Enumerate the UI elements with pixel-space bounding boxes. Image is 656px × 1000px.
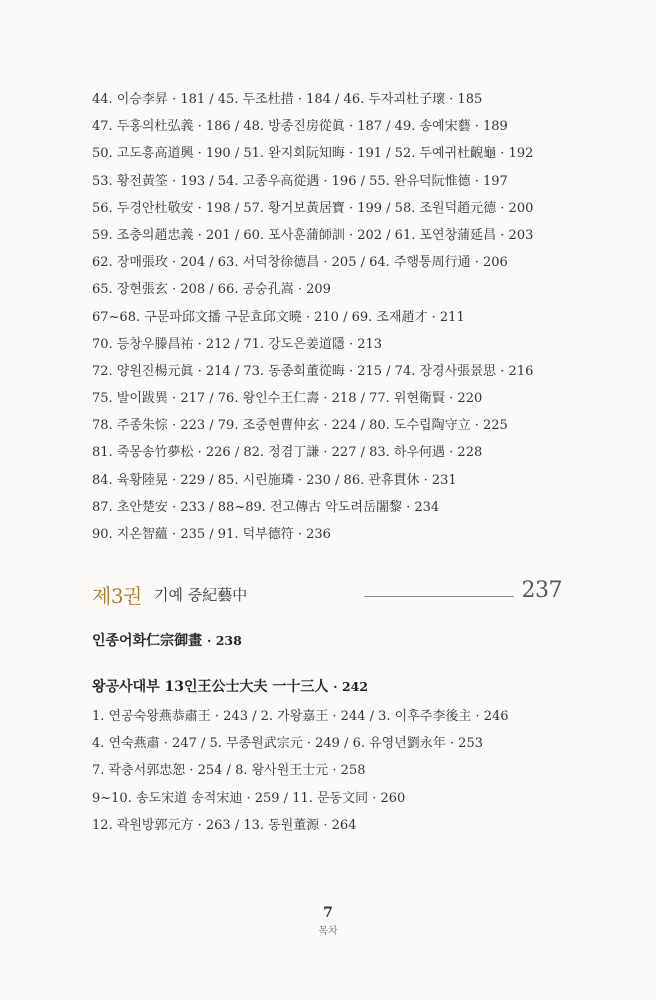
toc-entry: 56. 두경안杜敬安 · 198 / 57. 황거보黃居寶 · 199 / 58. 조원덕趙元德 · 200 <box>92 200 534 216</box>
toc-entry: 70. 등창우滕昌祐 · 212 / 71. 강도은姜道隱 · 213 <box>92 336 383 352</box>
toc-entry: 87. 초안楚安 · 233 / 88~89. 전고傳古 악도려岳闍黎 · 234 <box>92 499 440 515</box>
toc-entry: 44. 이승李昇 · 181 / 45. 두조杜措 · 184 / 46. 두자괴杜子瓌 · 185 <box>92 92 483 107</box>
toc-entry: 7. 곽충서郭忠恕 · 254 / 8. 왕사원王士元 · 258 <box>92 763 366 779</box>
toc-entry: 47. 두홍의杜弘義 · 186 / 48. 방종진房從眞 · 187 / 49. 송예宋藝 · 189 <box>92 119 508 135</box>
toc-entry: 62. 장매張玫 · 204 / 63. 서덕창徐德昌 · 205 / 64. 주행통周行通 · 206 <box>92 255 508 271</box>
toc-entry: 81. 죽몽송竹夢松 · 226 / 82. 정겸丁謙 · 227 / 83. 하우何遇 · 228 <box>92 445 483 461</box>
volume-number: 제3권 <box>92 584 142 608</box>
volume-start-page: 237 <box>521 578 562 603</box>
toc-entry: 4. 연숙燕肅 · 247 / 5. 무종원武宗元 · 249 / 6. 유영년劉永年 · 253 <box>92 736 483 752</box>
toc-entry-list <box>92 703 592 839</box>
toc-entry: 78. 주종朱悰 · 223 / 79. 조중현曹仲玄 · 224 / 80. 도수립陶守立 · 225 <box>92 418 508 434</box>
volume-divider-rule <box>364 596 514 597</box>
toc-entry: 84. 육황陸晃 · 229 / 85. 시린施璘 · 230 / 86. 관휴貫休 · 231 <box>92 472 457 488</box>
toc-entry: 67~68. 구문파邱文播 구문효邱文曉 · 210 / 69. 조재趙才 · 211 <box>92 309 465 325</box>
toc-entry: 90. 지온智蘊 · 235 / 91. 덕부德符 · 236 <box>92 527 331 542</box>
toc-entry: 72. 양원진楊元眞 · 214 / 73. 동종회董從晦 · 215 / 74. 장경사張景思 · 216 <box>92 363 534 379</box>
toc-entry: 65. 장현張玄 · 208 / 66. 공숭孔嵩 · 209 <box>92 282 331 298</box>
section-title: 왕공사대부 13인王公士大夫 一十三人 <box>92 679 329 695</box>
page-footer-label: 목차 <box>318 926 338 937</box>
toc-entry: 53. 황전黃筌 · 193 / 54. 고종우高從遇 · 196 / 55. 완유덕阮惟德 · 197 <box>92 173 508 189</box>
toc-entry: 1. 연공숙왕燕恭肅王 · 243 / 2. 가왕嘉王 · 244 / 3. 이후주李後主 · 246 <box>92 709 509 724</box>
section-heading: 인종어화仁宗御畫 · 238 <box>92 633 242 649</box>
toc-entry-list <box>92 86 592 548</box>
toc-entry: 59. 조충의趙忠義 · 201 / 60. 포사훈蒲師訓 · 202 / 61. 포연창蒲延昌 · 203 <box>92 227 534 243</box>
page-number: 7 <box>323 905 333 921</box>
section-title: 인종어화仁宗御畫 <box>92 633 203 649</box>
toc-entry: 50. 고도흥高道興 · 190 / 51. 완지회阮知晦 · 191 / 52. 두예귀杜齯龜 · 192 <box>92 146 534 162</box>
toc-entry: 75. 발이跋異 · 217 / 76. 왕인수王仁壽 · 218 / 77. 위현衛賢 · 220 <box>92 391 483 407</box>
toc-entry: 9~10. 송도宋道 송적宋迪 · 259 / 11. 문동文同 · 260 <box>92 790 406 806</box>
volume-header <box>92 578 562 610</box>
volume-title: 기예 중紀藝中 <box>154 586 248 604</box>
toc-entry: 12. 곽원방郭元方 · 263 / 13. 동원董源 · 264 <box>92 817 357 833</box>
section-heading: 왕공사대부 13인王公士大夫 一十三人 · 242 <box>92 679 369 695</box>
section-page: 238 <box>215 633 242 648</box>
section-page: 242 <box>341 679 369 694</box>
